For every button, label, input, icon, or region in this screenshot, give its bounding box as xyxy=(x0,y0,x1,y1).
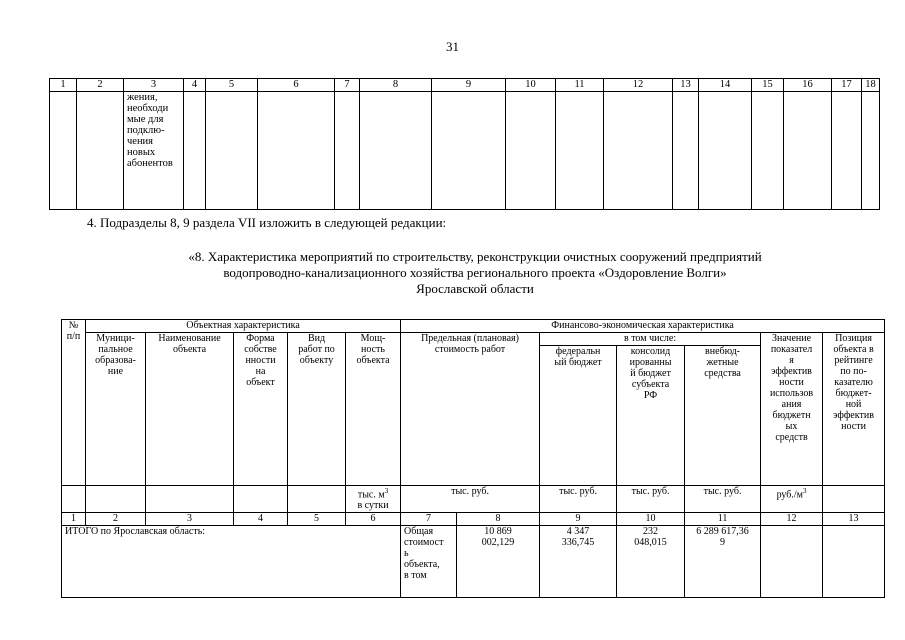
table-header-row xyxy=(62,333,885,346)
column-number: 2 xyxy=(86,513,146,526)
table-header-row xyxy=(50,79,880,92)
total-extrabudget: 6 289 617,36 9 xyxy=(685,526,761,598)
header-ownership: Форма собстве нности на объект xyxy=(234,333,288,486)
column-number: 13 xyxy=(823,513,885,526)
amendment-paragraph: 4. Подразделы 8, 9 раздела VII изложить в следующей редакции: xyxy=(87,215,447,230)
table-row xyxy=(50,92,880,210)
column-number: 13 xyxy=(673,79,699,92)
column-number: 7 xyxy=(335,79,360,92)
table-colnum-row xyxy=(62,513,885,526)
column-number: 9 xyxy=(540,513,617,526)
page-number: 31 xyxy=(446,39,459,54)
unit-indicator: $руб./м^3$ xyxy=(761,486,823,513)
header-planned-cost: Предельная (плановая) стоимость работ xyxy=(401,333,540,486)
column-number: 1 xyxy=(62,513,86,526)
header-consolidated: консолид ированны й бюджет субъекта РФ xyxy=(617,346,685,486)
column-number: 6 xyxy=(258,79,335,92)
header-number: № п/п xyxy=(62,320,86,486)
column-number: 5 xyxy=(288,513,346,526)
column-number: 14 xyxy=(699,79,752,92)
column-number: 8 xyxy=(360,79,432,92)
header-indicator: Значение показател я эффектив ности использов ания бюджетн ых средств xyxy=(761,333,823,486)
column-number: 17 xyxy=(832,79,862,92)
header-object-name: Наименование объекта xyxy=(146,333,234,486)
header-federal: федеральн ый бюджет xyxy=(540,346,617,486)
header-work-type: Вид работ по объекту xyxy=(288,333,346,486)
total-consolidated: 232 048,015 xyxy=(617,526,685,598)
column-number: 3 xyxy=(146,513,234,526)
facilities-table xyxy=(61,319,885,598)
unit-consolidated: тыс. руб. xyxy=(617,486,685,513)
header-capacity: Мощ- ность объекта xyxy=(346,333,401,486)
table-cell-text: жения, необходи мые для подклю- чения новых абонентов xyxy=(124,92,184,210)
column-number: 2 xyxy=(77,79,124,92)
column-number: 12 xyxy=(761,513,823,526)
column-number: 16 xyxy=(784,79,832,92)
column-number: 15 xyxy=(752,79,784,92)
section-title: «8. Характеристика мероприятий по строительству, реконструкции очистных сооружений предприятий водопроводно-канализационного хозяйства регионального проекта «Оздоровление Волги» Ярославской области xyxy=(188,249,762,296)
unit-capacity: тыс. $м^3$ в сутки xyxy=(346,486,401,513)
total-label: ИТОГО по Ярославская область: xyxy=(62,526,401,598)
column-number: 10 xyxy=(506,79,556,92)
column-number: 6 xyxy=(346,513,401,526)
column-number: 12 xyxy=(604,79,673,92)
column-number: 5 xyxy=(206,79,258,92)
table-header-row xyxy=(62,320,885,333)
continuation-table xyxy=(49,78,880,210)
column-number: 3 xyxy=(124,79,184,92)
table-units-row xyxy=(62,486,885,513)
column-number: 9 xyxy=(432,79,506,92)
unit-planned: тыс. руб. xyxy=(401,486,540,513)
column-number: 4 xyxy=(184,79,206,92)
header-rating: Позиция объекта в рейтинге по по- казателю бюджет- ной эффектив ности xyxy=(823,333,885,486)
column-number: 8 xyxy=(457,513,540,526)
header-extrabudget: внебюд- жетные средства xyxy=(685,346,761,486)
column-number: 1 xyxy=(50,79,77,92)
unit-extrabudget: тыс. руб. xyxy=(685,486,761,513)
column-number: 4 xyxy=(234,513,288,526)
header-including: в том числе: xyxy=(540,333,761,346)
header-municipal: Муници- пальное образова- ние xyxy=(86,333,146,486)
total-description: Общая стоимост ь объекта, в том xyxy=(401,526,457,598)
column-number: 11 xyxy=(556,79,604,92)
total-federal: 4 347 336,745 xyxy=(540,526,617,598)
column-number: 11 xyxy=(685,513,761,526)
total-planned-cost: 10 869 002,129 xyxy=(457,526,540,598)
column-number: 10 xyxy=(617,513,685,526)
unit-federal: тыс. руб. xyxy=(540,486,617,513)
header-finance-group: Финансово-экономическая характеристика xyxy=(401,320,885,333)
column-number: 18 xyxy=(862,79,880,92)
table-row xyxy=(62,526,885,598)
column-number: 7 xyxy=(401,513,457,526)
header-object-group: Объектная характеристика xyxy=(86,320,401,333)
